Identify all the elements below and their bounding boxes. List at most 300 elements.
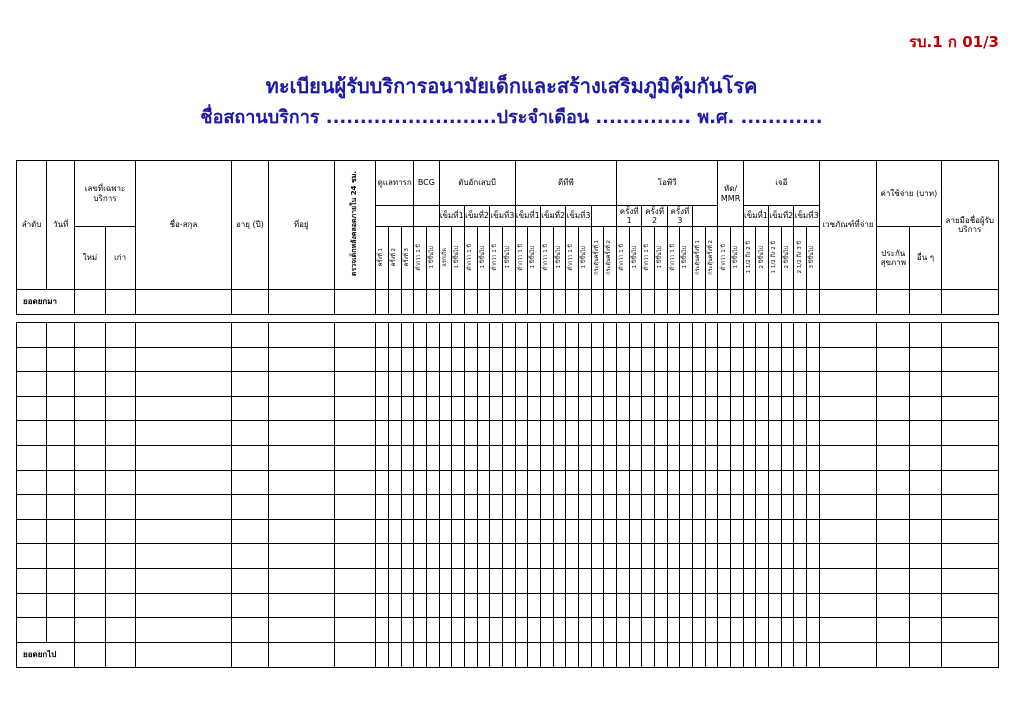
table-cell[interactable] <box>477 495 490 520</box>
table-cell[interactable] <box>629 372 642 397</box>
table-cell[interactable] <box>794 470 807 495</box>
table-cell[interactable] <box>553 323 566 348</box>
table-cell[interactable] <box>528 642 541 667</box>
table-cell[interactable] <box>452 642 465 667</box>
table-cell[interactable] <box>642 445 655 470</box>
table-cell[interactable] <box>232 290 268 315</box>
table-cell[interactable] <box>718 421 731 446</box>
table-cell[interactable] <box>807 519 820 544</box>
table-cell[interactable] <box>268 396 334 421</box>
table-cell[interactable] <box>705 396 718 421</box>
table-cell[interactable] <box>731 323 744 348</box>
table-cell[interactable] <box>680 445 693 470</box>
table-cell[interactable] <box>591 396 604 421</box>
table-cell[interactable] <box>756 495 769 520</box>
table-cell[interactable] <box>591 290 604 315</box>
table-cell[interactable] <box>376 470 389 495</box>
table-cell[interactable] <box>705 495 718 520</box>
table-cell[interactable] <box>566 618 579 643</box>
table-cell[interactable] <box>541 470 554 495</box>
table-cell[interactable] <box>819 593 876 618</box>
table-cell[interactable] <box>910 421 941 446</box>
table-cell[interactable] <box>75 642 105 667</box>
table-cell[interactable] <box>910 445 941 470</box>
table-cell[interactable] <box>642 593 655 618</box>
table-cell[interactable] <box>756 519 769 544</box>
table-cell[interactable] <box>705 519 718 544</box>
table-cell[interactable] <box>414 445 427 470</box>
table-cell[interactable] <box>334 618 375 643</box>
table-cell[interactable] <box>388 544 401 569</box>
table-cell[interactable] <box>941 347 998 372</box>
table-cell[interactable] <box>794 544 807 569</box>
table-cell[interactable] <box>591 445 604 470</box>
table-cell[interactable] <box>807 396 820 421</box>
table-cell[interactable] <box>617 642 630 667</box>
table-cell[interactable] <box>591 618 604 643</box>
table-cell[interactable] <box>705 290 718 315</box>
table-cell[interactable] <box>941 519 998 544</box>
table-cell[interactable] <box>604 544 617 569</box>
table-cell[interactable] <box>464 290 477 315</box>
table-cell[interactable] <box>490 396 503 421</box>
table-cell[interactable] <box>541 372 554 397</box>
table-cell[interactable] <box>743 642 756 667</box>
table-cell[interactable] <box>910 568 941 593</box>
table-cell[interactable] <box>268 593 334 618</box>
table-cell[interactable] <box>769 470 782 495</box>
table-cell[interactable] <box>553 544 566 569</box>
table-cell[interactable] <box>591 642 604 667</box>
table-cell[interactable] <box>17 593 47 618</box>
table-cell[interactable] <box>579 372 592 397</box>
table-cell[interactable] <box>490 544 503 569</box>
table-cell[interactable] <box>528 445 541 470</box>
table-cell[interactable] <box>680 470 693 495</box>
table-cell[interactable] <box>426 372 439 397</box>
table-cell[interactable] <box>553 519 566 544</box>
table-cell[interactable] <box>591 495 604 520</box>
table-cell[interactable] <box>731 396 744 421</box>
table-cell[interactable] <box>807 290 820 315</box>
table-cell[interactable] <box>781 568 794 593</box>
table-cell[interactable] <box>718 495 731 520</box>
table-cell[interactable] <box>452 396 465 421</box>
table-cell[interactable] <box>910 618 941 643</box>
table-cell[interactable] <box>807 495 820 520</box>
table-cell[interactable] <box>693 642 706 667</box>
table-cell[interactable] <box>693 396 706 421</box>
table-cell[interactable] <box>376 421 389 446</box>
table-cell[interactable] <box>464 642 477 667</box>
table-cell[interactable] <box>667 642 680 667</box>
table-cell[interactable] <box>135 372 232 397</box>
table-cell[interactable] <box>334 372 375 397</box>
table-cell[interactable] <box>232 470 268 495</box>
table-cell[interactable] <box>566 470 579 495</box>
table-cell[interactable] <box>414 290 427 315</box>
table-cell[interactable] <box>414 642 427 667</box>
table-cell[interactable] <box>47 347 75 372</box>
table-cell[interactable] <box>528 593 541 618</box>
table-cell[interactable] <box>541 495 554 520</box>
table-cell[interactable] <box>541 568 554 593</box>
table-cell[interactable] <box>401 593 414 618</box>
table-cell[interactable] <box>731 593 744 618</box>
table-cell[interactable] <box>642 421 655 446</box>
table-cell[interactable] <box>135 421 232 446</box>
table-cell[interactable] <box>579 642 592 667</box>
table-cell[interactable] <box>910 642 941 667</box>
table-cell[interactable] <box>334 495 375 520</box>
table-cell[interactable] <box>502 519 515 544</box>
table-cell[interactable] <box>515 290 528 315</box>
table-cell[interactable] <box>769 519 782 544</box>
table-cell[interactable] <box>769 495 782 520</box>
table-cell[interactable] <box>781 445 794 470</box>
table-cell[interactable] <box>566 519 579 544</box>
table-cell[interactable] <box>47 519 75 544</box>
table-cell[interactable] <box>693 519 706 544</box>
table-cell[interactable] <box>17 495 47 520</box>
table-cell[interactable] <box>629 470 642 495</box>
table-cell[interactable] <box>807 323 820 348</box>
table-cell[interactable] <box>769 544 782 569</box>
table-cell[interactable] <box>17 544 47 569</box>
table-cell[interactable] <box>464 396 477 421</box>
table-cell[interactable] <box>617 519 630 544</box>
table-cell[interactable] <box>769 290 782 315</box>
table-cell[interactable] <box>769 323 782 348</box>
table-cell[interactable] <box>877 593 910 618</box>
table-cell[interactable] <box>655 568 668 593</box>
table-cell[interactable] <box>376 372 389 397</box>
table-cell[interactable] <box>617 372 630 397</box>
table-cell[interactable] <box>756 445 769 470</box>
table-cell[interactable] <box>579 593 592 618</box>
table-cell[interactable] <box>426 568 439 593</box>
table-cell[interactable] <box>477 593 490 618</box>
table-cell[interactable] <box>528 323 541 348</box>
table-cell[interactable] <box>705 470 718 495</box>
table-cell[interactable] <box>941 495 998 520</box>
table-cell[interactable] <box>604 519 617 544</box>
table-cell[interactable] <box>135 323 232 348</box>
table-cell[interactable] <box>591 470 604 495</box>
table-cell[interactable] <box>502 347 515 372</box>
table-cell[interactable] <box>553 618 566 643</box>
table-cell[interactable] <box>705 618 718 643</box>
table-cell[interactable] <box>718 618 731 643</box>
table-cell[interactable] <box>910 544 941 569</box>
table-cell[interactable] <box>376 323 389 348</box>
table-cell[interactable] <box>743 568 756 593</box>
table-cell[interactable] <box>705 323 718 348</box>
table-cell[interactable] <box>877 290 910 315</box>
table-cell[interactable] <box>705 568 718 593</box>
table-cell[interactable] <box>591 421 604 446</box>
table-cell[interactable] <box>819 347 876 372</box>
table-cell[interactable] <box>502 642 515 667</box>
table-cell[interactable] <box>617 445 630 470</box>
table-cell[interactable] <box>17 519 47 544</box>
table-cell[interactable] <box>705 642 718 667</box>
table-cell[interactable] <box>376 290 389 315</box>
table-cell[interactable] <box>642 347 655 372</box>
table-cell[interactable] <box>439 519 452 544</box>
table-cell[interactable] <box>490 290 503 315</box>
table-cell[interactable] <box>105 593 135 618</box>
table-cell[interactable] <box>617 568 630 593</box>
table-cell[interactable] <box>105 642 135 667</box>
table-cell[interactable] <box>718 568 731 593</box>
table-cell[interactable] <box>75 372 105 397</box>
table-cell[interactable] <box>680 642 693 667</box>
table-cell[interactable] <box>388 495 401 520</box>
table-cell[interactable] <box>477 642 490 667</box>
table-cell[interactable] <box>490 323 503 348</box>
table-cell[interactable] <box>401 470 414 495</box>
table-cell[interactable] <box>718 519 731 544</box>
table-cell[interactable] <box>769 618 782 643</box>
table-cell[interactable] <box>268 470 334 495</box>
table-cell[interactable] <box>781 323 794 348</box>
table-cell[interactable] <box>135 347 232 372</box>
table-cell[interactable] <box>604 593 617 618</box>
table-cell[interactable] <box>105 445 135 470</box>
table-cell[interactable] <box>75 323 105 348</box>
table-cell[interactable] <box>414 568 427 593</box>
table-cell[interactable] <box>232 372 268 397</box>
table-cell[interactable] <box>629 495 642 520</box>
table-cell[interactable] <box>464 544 477 569</box>
table-cell[interactable] <box>629 642 642 667</box>
table-cell[interactable] <box>135 519 232 544</box>
table-cell[interactable] <box>515 396 528 421</box>
table-cell[interactable] <box>426 544 439 569</box>
table-cell[interactable] <box>807 593 820 618</box>
table-cell[interactable] <box>268 544 334 569</box>
table-cell[interactable] <box>541 618 554 643</box>
table-cell[interactable] <box>566 396 579 421</box>
table-cell[interactable] <box>667 445 680 470</box>
table-cell[interactable] <box>718 347 731 372</box>
table-cell[interactable] <box>502 323 515 348</box>
table-cell[interactable] <box>452 290 465 315</box>
table-cell[interactable] <box>743 372 756 397</box>
table-cell[interactable] <box>769 593 782 618</box>
table-cell[interactable] <box>135 544 232 569</box>
table-cell[interactable] <box>515 421 528 446</box>
table-cell[interactable] <box>781 642 794 667</box>
table-cell[interactable] <box>794 323 807 348</box>
table-cell[interactable] <box>731 568 744 593</box>
table-cell[interactable] <box>490 421 503 446</box>
table-cell[interactable] <box>541 445 554 470</box>
table-cell[interactable] <box>769 445 782 470</box>
table-cell[interactable] <box>667 421 680 446</box>
table-cell[interactable] <box>439 593 452 618</box>
table-cell[interactable] <box>693 323 706 348</box>
table-cell[interactable] <box>334 396 375 421</box>
table-cell[interactable] <box>617 347 630 372</box>
table-cell[interactable] <box>135 396 232 421</box>
table-cell[interactable] <box>680 495 693 520</box>
table-cell[interactable] <box>566 372 579 397</box>
table-cell[interactable] <box>604 495 617 520</box>
table-cell[interactable] <box>693 290 706 315</box>
table-cell[interactable] <box>667 323 680 348</box>
table-cell[interactable] <box>477 568 490 593</box>
table-cell[interactable] <box>426 421 439 446</box>
table-cell[interactable] <box>756 372 769 397</box>
table-cell[interactable] <box>743 421 756 446</box>
table-cell[interactable] <box>877 323 910 348</box>
table-cell[interactable] <box>105 396 135 421</box>
table-cell[interactable] <box>655 618 668 643</box>
table-cell[interactable] <box>135 593 232 618</box>
table-cell[interactable] <box>426 618 439 643</box>
table-cell[interactable] <box>731 642 744 667</box>
table-cell[interactable] <box>135 495 232 520</box>
table-cell[interactable] <box>604 323 617 348</box>
table-cell[interactable] <box>232 544 268 569</box>
table-cell[interactable] <box>477 372 490 397</box>
table-cell[interactable] <box>541 396 554 421</box>
table-cell[interactable] <box>617 290 630 315</box>
table-cell[interactable] <box>642 519 655 544</box>
table-cell[interactable] <box>334 445 375 470</box>
table-cell[interactable] <box>629 544 642 569</box>
table-cell[interactable] <box>426 642 439 667</box>
table-cell[interactable] <box>756 290 769 315</box>
table-cell[interactable] <box>591 568 604 593</box>
table-cell[interactable] <box>794 618 807 643</box>
table-cell[interactable] <box>135 470 232 495</box>
table-cell[interactable] <box>566 421 579 446</box>
table-cell[interactable] <box>426 347 439 372</box>
table-cell[interactable] <box>401 290 414 315</box>
table-cell[interactable] <box>401 642 414 667</box>
table-cell[interactable] <box>515 642 528 667</box>
table-cell[interactable] <box>819 372 876 397</box>
table-cell[interactable] <box>680 544 693 569</box>
table-cell[interactable] <box>490 372 503 397</box>
table-cell[interactable] <box>807 347 820 372</box>
table-cell[interactable] <box>17 347 47 372</box>
table-cell[interactable] <box>579 495 592 520</box>
table-cell[interactable] <box>642 372 655 397</box>
table-cell[interactable] <box>629 421 642 446</box>
table-cell[interactable] <box>877 495 910 520</box>
table-cell[interactable] <box>452 593 465 618</box>
table-cell[interactable] <box>941 568 998 593</box>
table-cell[interactable] <box>910 323 941 348</box>
table-cell[interactable] <box>75 568 105 593</box>
table-cell[interactable] <box>388 290 401 315</box>
table-cell[interactable] <box>731 372 744 397</box>
table-cell[interactable] <box>268 568 334 593</box>
table-cell[interactable] <box>268 445 334 470</box>
table-cell[interactable] <box>426 593 439 618</box>
table-cell[interactable] <box>414 323 427 348</box>
table-cell[interactable] <box>819 568 876 593</box>
table-cell[interactable] <box>705 445 718 470</box>
table-cell[interactable] <box>268 347 334 372</box>
table-cell[interactable] <box>579 421 592 446</box>
table-cell[interactable] <box>334 642 375 667</box>
table-cell[interactable] <box>426 396 439 421</box>
table-cell[interactable] <box>769 347 782 372</box>
table-cell[interactable] <box>781 544 794 569</box>
table-cell[interactable] <box>941 396 998 421</box>
table-cell[interactable] <box>667 519 680 544</box>
table-cell[interactable] <box>334 519 375 544</box>
table-cell[interactable] <box>781 593 794 618</box>
table-cell[interactable] <box>47 421 75 446</box>
table-cell[interactable] <box>591 372 604 397</box>
table-cell[interactable] <box>642 495 655 520</box>
table-cell[interactable] <box>105 495 135 520</box>
table-cell[interactable] <box>541 519 554 544</box>
table-cell[interactable] <box>807 642 820 667</box>
table-cell[interactable] <box>667 593 680 618</box>
table-cell[interactable] <box>655 470 668 495</box>
table-cell[interactable] <box>388 470 401 495</box>
table-cell[interactable] <box>941 421 998 446</box>
table-cell[interactable] <box>693 544 706 569</box>
table-cell[interactable] <box>75 421 105 446</box>
table-cell[interactable] <box>452 445 465 470</box>
table-cell[interactable] <box>401 519 414 544</box>
table-cell[interactable] <box>617 495 630 520</box>
table-cell[interactable] <box>756 470 769 495</box>
table-cell[interactable] <box>553 495 566 520</box>
table-cell[interactable] <box>232 421 268 446</box>
table-cell[interactable] <box>629 396 642 421</box>
table-cell[interactable] <box>426 323 439 348</box>
table-cell[interactable] <box>794 347 807 372</box>
table-cell[interactable] <box>807 618 820 643</box>
table-cell[interactable] <box>490 347 503 372</box>
table-cell[interactable] <box>629 568 642 593</box>
table-cell[interactable] <box>579 618 592 643</box>
table-cell[interactable] <box>566 347 579 372</box>
table-cell[interactable] <box>910 396 941 421</box>
table-cell[interactable] <box>268 290 334 315</box>
table-cell[interactable] <box>477 421 490 446</box>
table-cell[interactable] <box>490 445 503 470</box>
table-cell[interactable] <box>47 495 75 520</box>
table-cell[interactable] <box>528 421 541 446</box>
table-cell[interactable] <box>743 323 756 348</box>
table-cell[interactable] <box>877 544 910 569</box>
table-cell[interactable] <box>819 396 876 421</box>
table-cell[interactable] <box>756 642 769 667</box>
table-cell[interactable] <box>515 323 528 348</box>
table-cell[interactable] <box>781 470 794 495</box>
table-cell[interactable] <box>910 519 941 544</box>
table-cell[interactable] <box>17 568 47 593</box>
table-cell[interactable] <box>642 290 655 315</box>
table-cell[interactable] <box>566 568 579 593</box>
table-cell[interactable] <box>718 470 731 495</box>
table-cell[interactable] <box>680 421 693 446</box>
table-cell[interactable] <box>655 421 668 446</box>
table-cell[interactable] <box>794 519 807 544</box>
table-cell[interactable] <box>464 470 477 495</box>
table-cell[interactable] <box>232 445 268 470</box>
